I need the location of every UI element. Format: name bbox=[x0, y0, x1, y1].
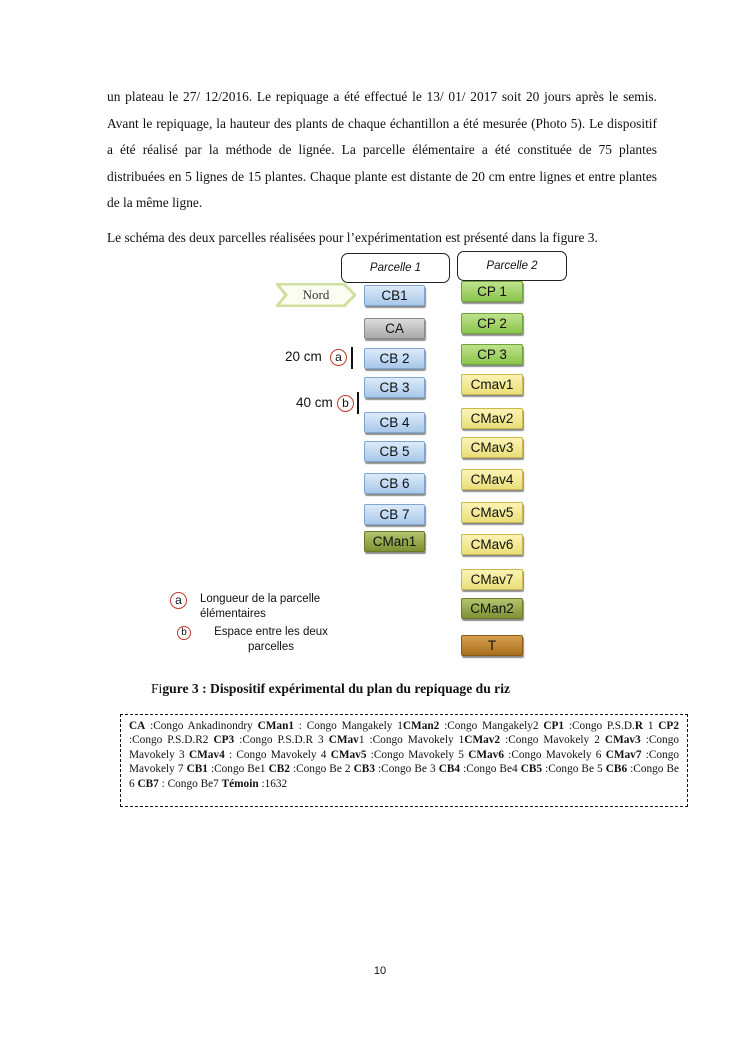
plot-cmav5: CMav5 bbox=[461, 502, 523, 523]
key-description: :Congo Be 3 bbox=[374, 763, 439, 776]
plot-cp3: CP 3 bbox=[461, 344, 523, 365]
key-description: :Congo Mavokely 5 bbox=[366, 748, 469, 761]
key-description: :Congo P.S.D.R 3 bbox=[234, 734, 329, 747]
key-code: CB5 bbox=[520, 763, 543, 776]
key-description: : Congo Be7 bbox=[158, 777, 222, 790]
key-code: Témoin bbox=[221, 777, 259, 790]
key-description: :Congo Be 6 bbox=[129, 763, 680, 790]
plot-cb3: CB 3 bbox=[364, 377, 425, 398]
parcel-2-title: Parcelle 2 bbox=[457, 251, 567, 281]
figure-caption bbox=[151, 681, 510, 697]
key-description: : Congo Mangakely 1 bbox=[294, 720, 403, 732]
key-code: CMav7 bbox=[605, 748, 642, 761]
plot-cmav4: CMav4 bbox=[461, 469, 523, 490]
plot-cb5: CB 5 bbox=[364, 441, 425, 462]
plot-cmav3: CMav3 bbox=[461, 437, 523, 458]
plot-ca: CA bbox=[364, 318, 425, 339]
key-code: CMav6 bbox=[468, 748, 504, 761]
plot-cb4: CB 4 bbox=[364, 412, 425, 433]
plot-cp2: CP 2 bbox=[461, 313, 523, 334]
key-code: CP1 bbox=[543, 720, 565, 732]
plot-cmav1: Cmav1 bbox=[461, 374, 523, 395]
key-code: CMan1 bbox=[257, 720, 294, 732]
key-description: 1 :Congo Mavokely 1 bbox=[358, 734, 465, 747]
key-code: CMav3 bbox=[604, 734, 641, 747]
dim-a-value: 20 cm bbox=[285, 349, 322, 364]
key-code: CB3 bbox=[353, 763, 375, 776]
parcel-1-title: Parcelle 1 bbox=[341, 253, 450, 283]
plot-cb7: CB 7 bbox=[364, 504, 425, 525]
body-paragraph-2: Le schéma des deux parcelles réalisées pour l’expérimentation est présenté dans la figure 3. bbox=[107, 230, 598, 245]
north-label: Nord bbox=[302, 287, 330, 302]
key-code: CP3 bbox=[213, 734, 235, 747]
plot-cb2: CB 2 bbox=[364, 348, 425, 369]
key-description: :Congo Be 2 bbox=[289, 763, 354, 776]
dim-a-tick bbox=[351, 347, 353, 369]
key-description: :Congo Ankadinondry bbox=[145, 720, 258, 732]
key-code: CB2 bbox=[268, 763, 290, 776]
key-code: CP2 bbox=[658, 720, 679, 732]
key-code: CMav4 bbox=[188, 748, 225, 761]
legend-a-text: Longueur de la parcelle élémentaires bbox=[200, 593, 321, 620]
key-code: CMav2 bbox=[464, 734, 501, 747]
key-code: CMav5 bbox=[330, 748, 367, 761]
plot-cmav7: CMav7 bbox=[461, 569, 523, 590]
legend-marker-b-icon: b bbox=[177, 626, 191, 640]
caption-prefix: Fi bbox=[151, 681, 163, 696]
dim-b-value: 40 cm bbox=[296, 395, 333, 410]
plot-cmav2: CMav2 bbox=[461, 408, 523, 429]
key-description: :Congo Mavokely 2 bbox=[500, 734, 605, 747]
key-description: :Congo P.S.D. bbox=[564, 720, 635, 732]
key-code: CMav bbox=[328, 734, 359, 747]
key-code: CMan2 bbox=[402, 720, 440, 732]
plot-cp1: CP 1 bbox=[461, 281, 523, 302]
key-code: R bbox=[634, 720, 644, 732]
caption-text: gure 3 : Dispositif expérimental du plan du repiquage du riz bbox=[162, 681, 511, 696]
key-code: CB4 bbox=[438, 763, 461, 776]
key-description: :Congo Mangakely2 bbox=[439, 720, 544, 732]
legend-marker-a-icon: a bbox=[170, 592, 187, 609]
key-description: :Congo Be1 bbox=[207, 763, 269, 776]
legend-b-text: Espace entre les deux parcelles bbox=[214, 626, 328, 653]
page-number: 10 bbox=[373, 965, 387, 977]
marker-b-icon: b bbox=[337, 395, 354, 412]
plot-cmav6: CMav6 bbox=[461, 534, 523, 555]
marker-a-icon: a bbox=[330, 349, 347, 366]
key-description: 1 bbox=[643, 720, 659, 732]
key-description: :1632 bbox=[258, 777, 288, 790]
key-description: :Congo P.S.D.R2 bbox=[129, 734, 214, 747]
key-description: :Congo Be4 bbox=[460, 763, 521, 776]
dim-b-tick bbox=[357, 392, 359, 414]
key-code: CB1 bbox=[186, 763, 208, 776]
key-code: CB7 bbox=[137, 777, 159, 790]
abbreviation-key bbox=[129, 719, 679, 791]
plot-cman2: CMan2 bbox=[461, 598, 523, 619]
key-description: :Congo Mavokely 3 bbox=[129, 734, 680, 761]
key-code: CB6 bbox=[605, 763, 628, 776]
body-paragraph-1: un plateau le 27/ 12/2016. Le repiquage a été effectué le 13/ 01/ 2017 soit 20 jours après le semis. Avant le repiquage, la hauteur des plants de chaque échantillon a été mesurée (Photo 5). Le dispositif a été réalisé par la méthode de lignée. La parcelle élémentaire a été constituée de 75 plantes distribuées en 5 lignes de 15 plantes. Chaque plante est distante de 20 cm entre lignes et entre plantes de la même ligne. bbox=[107, 89, 657, 210]
plot-cman1: CMan1 bbox=[364, 531, 425, 552]
plot-cb1: CB1 bbox=[364, 285, 425, 306]
key-description: :Congo Mavokely 7 bbox=[129, 748, 679, 776]
key-description: :Congo Mavokely 6 bbox=[503, 748, 606, 761]
key-description: :Congo Be 5 bbox=[542, 763, 606, 776]
plot-temoin: T bbox=[461, 635, 523, 656]
plot-cb6: CB 6 bbox=[364, 473, 425, 494]
key-description: : Congo Mavokely 4 bbox=[224, 748, 331, 761]
key-code: CA bbox=[129, 720, 146, 732]
